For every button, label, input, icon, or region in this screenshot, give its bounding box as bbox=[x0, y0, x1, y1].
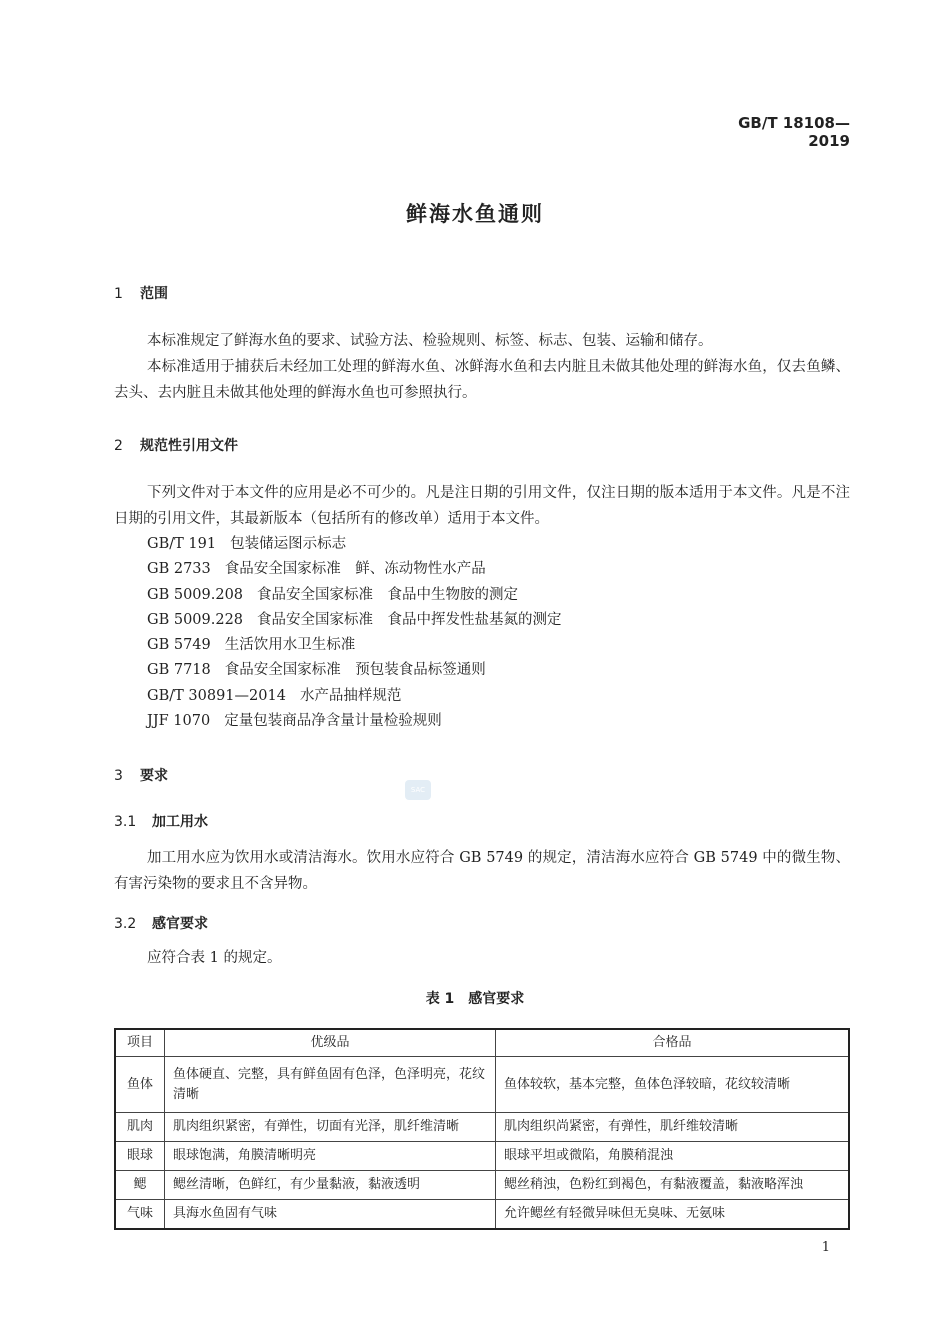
section-title: 范围 bbox=[140, 286, 168, 302]
reference-title: 食品安全国家标准 食品中生物胺的测定 bbox=[257, 586, 519, 603]
section-2-heading bbox=[114, 435, 238, 455]
table-caption: 表 1 感官要求 bbox=[425, 991, 525, 1007]
section-title: 规范性引用文件 bbox=[140, 438, 238, 454]
reference-item bbox=[147, 658, 562, 683]
processing-water-text bbox=[114, 845, 850, 897]
table-cell-item: 气味 bbox=[115, 1200, 165, 1229]
sensory-text bbox=[114, 945, 850, 971]
paragraph: 加工用水应为饮用水或清洁海水。饮用水应符合 GB 5749 的规定，清洁海水应符合 GB 5749 中的微生物、有害污染物的要求且不含异物。 bbox=[114, 850, 850, 892]
reference-item bbox=[147, 583, 562, 608]
table-cell-qualified: 肌肉组织尚紧密，有弹性，肌纤维较清晰 bbox=[496, 1113, 850, 1142]
table-cell-item: 鳃 bbox=[115, 1171, 165, 1200]
table-cell-qualified: 鳃丝稍浊，色粉红到褐色，有黏液覆盖，黏液略浑浊 bbox=[496, 1171, 850, 1200]
reference-code: GB/T 191 bbox=[147, 536, 217, 552]
table-row bbox=[115, 1113, 849, 1142]
reference-item bbox=[147, 608, 562, 633]
table-cell-superior: 肌肉组织紧密，有弹性，切面有光泽，肌纤维清晰 bbox=[165, 1113, 496, 1142]
reference-title: 生活饮用水卫生标准 bbox=[224, 637, 356, 654]
reference-item bbox=[147, 684, 562, 709]
reference-item bbox=[147, 633, 562, 658]
table-row bbox=[115, 1057, 849, 1113]
reference-code: GB 5009.228 bbox=[147, 611, 244, 628]
section-3-heading bbox=[114, 765, 168, 785]
reference-code: GB 5009.208 bbox=[147, 586, 244, 603]
section-title: 加工用水 bbox=[152, 814, 208, 830]
section-3-1-heading bbox=[114, 811, 208, 831]
reference-item bbox=[147, 709, 562, 734]
reference-item bbox=[147, 557, 562, 582]
reference-list bbox=[147, 532, 562, 734]
reference-title: 食品安全国家标准 鲜、冻动物性水产品 bbox=[224, 561, 486, 578]
table-row bbox=[115, 1171, 849, 1200]
reference-title: 水产品抽样规范 bbox=[299, 687, 402, 704]
reference-title: 食品安全国家标准 食品中挥发性盐基氮的测定 bbox=[257, 611, 562, 628]
reference-code: GB 2733 bbox=[147, 561, 211, 578]
table-row bbox=[115, 1142, 849, 1171]
reference-code: JJF 1070 bbox=[147, 713, 211, 730]
reference-item bbox=[147, 532, 562, 557]
table-cell-superior: 鱼体硬直、完整，具有鲜鱼固有色泽，色泽明亮，花纹清晰 bbox=[165, 1057, 496, 1113]
paragraph: 下列文件对于本文件的应用是必不可少的。凡是注日期的引用文件，仅注日期的版本适用于本文件。凡是不注日期的引用文件，其最新版本（包括所有的修改单）适用于本文件。 bbox=[114, 485, 850, 527]
section-number: 3.2 bbox=[114, 916, 137, 932]
reference-code: GB 5749 bbox=[147, 637, 211, 654]
section-number: 2 bbox=[114, 438, 123, 454]
table-cell-superior: 眼球饱满，角膜清晰明亮 bbox=[165, 1142, 496, 1171]
reference-title: 定量包装商品净含量计量检验规则 bbox=[224, 713, 442, 730]
column-header: 项目 bbox=[115, 1029, 165, 1057]
table-cell-qualified: 允许鳃丝有轻微异味但无臭味、无氨味 bbox=[496, 1200, 850, 1229]
table-cell-qualified: 鱼体较软，基本完整，鱼体色泽较暗，花纹较清晰 bbox=[496, 1057, 850, 1113]
reference-code: GB/T 30891—2014 bbox=[147, 687, 286, 704]
references-intro bbox=[114, 480, 850, 532]
section-number: 1 bbox=[114, 286, 123, 302]
table-cell-item: 眼球 bbox=[115, 1142, 165, 1171]
section-title: 要求 bbox=[140, 768, 168, 784]
column-header: 合格品 bbox=[496, 1029, 850, 1057]
sensory-requirements-table bbox=[114, 1028, 850, 1230]
standard-number: GB/T 18108—2019 bbox=[738, 114, 850, 150]
table-cell-superior: 具海水鱼固有气味 bbox=[165, 1200, 496, 1229]
table-cell-superior: 鳃丝清晰，色鲜红，有少量黏液，黏液透明 bbox=[165, 1171, 496, 1200]
table-row bbox=[115, 1200, 849, 1229]
scope-text bbox=[114, 328, 850, 406]
section-title: 感官要求 bbox=[152, 916, 208, 932]
page-number: 1 bbox=[821, 1240, 830, 1255]
paragraph: 本标准规定了鲜海水鱼的要求、试验方法、检验规则、标签、标志、包装、运输和储存。 bbox=[147, 333, 713, 349]
section-3-2-heading bbox=[114, 913, 208, 933]
table-cell-qualified: 眼球平坦或微陷，角膜稍混浊 bbox=[496, 1142, 850, 1171]
column-header: 优级品 bbox=[165, 1029, 496, 1057]
table-cell-item: 鱼体 bbox=[115, 1057, 165, 1113]
reference-code: GB 7718 bbox=[147, 662, 211, 679]
reference-title: 包装储运图示标志 bbox=[230, 536, 347, 552]
section-number: 3.1 bbox=[114, 814, 137, 830]
paragraph: 应符合表 1 的规定。 bbox=[147, 950, 282, 966]
table-cell-item: 肌肉 bbox=[115, 1113, 165, 1142]
document-title: 鲜海水鱼通则 bbox=[406, 202, 544, 226]
paragraph: 本标准适用于捕获后未经加工处理的鲜海水鱼、冰鲜海水鱼和去内脏且未做其他处理的鲜海水鱼，仅去鱼鳞、去头、去内脏且未做其他处理的鲜海水鱼也可参照执行。 bbox=[114, 359, 850, 401]
sac-watermark-logo: SAC bbox=[405, 780, 431, 800]
reference-title: 食品安全国家标准 预包装食品标签通则 bbox=[224, 662, 486, 679]
table-header-row bbox=[115, 1029, 849, 1057]
section-number: 3 bbox=[114, 768, 123, 784]
section-1-heading bbox=[114, 283, 168, 303]
